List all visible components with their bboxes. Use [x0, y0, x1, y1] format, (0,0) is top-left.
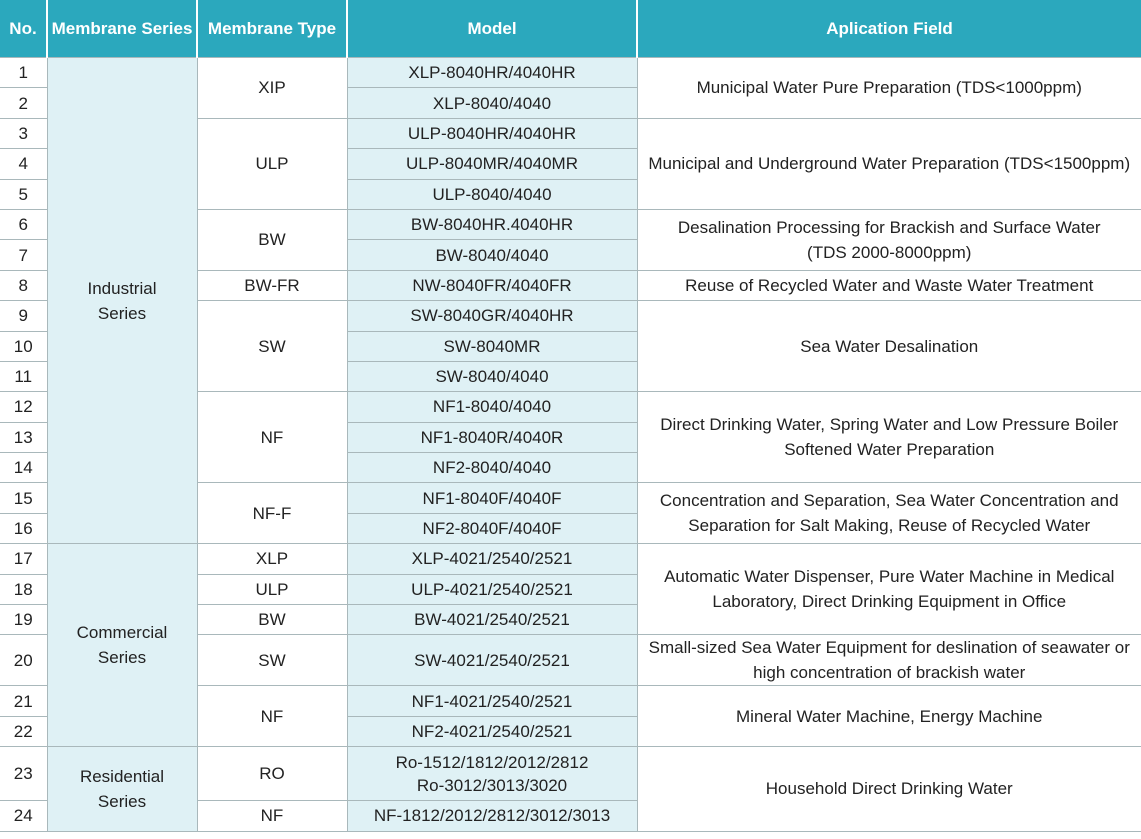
model-name: NF-1812/2012/2812/3012/3013 [373, 806, 611, 826]
table-row [0, 747, 1141, 801]
application-cell [637, 483, 1141, 544]
membrane-type: RO [259, 764, 285, 784]
model-name: XLP-8040/4040 [432, 93, 552, 113]
series-cell [47, 544, 197, 747]
model-name: SW-4021/2540/2521 [414, 650, 570, 670]
application-text: Softened Water Preparation [784, 440, 995, 460]
header-type [197, 0, 347, 58]
application-cell [637, 635, 1141, 686]
row-number: 3 [0, 118, 47, 148]
application-text: Municipal and Underground Water Preparation (TDS<1500ppm) [648, 154, 1131, 174]
type-cell [197, 58, 347, 119]
model-name: BW-8040/4040 [435, 245, 549, 265]
membrane-type: BW-FR [244, 275, 300, 295]
model-cell [347, 392, 637, 422]
type-cell [197, 483, 347, 544]
header-type-line: Membrane [207, 18, 293, 38]
row-number: 17 [0, 544, 47, 574]
application-text: Separation for Salt Making, Reuse of Recycled Water [688, 516, 1091, 536]
model-cell [347, 544, 637, 574]
type-cell [197, 392, 347, 483]
membrane-type: NF-F [252, 503, 292, 523]
model-name: Ro-3012/3013/3020 [416, 775, 568, 795]
row-number: 5 [0, 179, 47, 209]
model-cell [347, 716, 637, 746]
model-cell [347, 331, 637, 361]
model-cell [347, 209, 637, 239]
application-cell [637, 686, 1141, 747]
model-cell [347, 605, 637, 635]
model-name: XLP-8040HR/4040HR [408, 63, 576, 83]
type-cell [197, 544, 347, 574]
row-number: 12 [0, 392, 47, 422]
header-series-line: Membrane [51, 18, 137, 38]
table-body [0, 58, 1141, 832]
header-model: Model [347, 0, 637, 58]
application-text: (TDS 2000-8000ppm) [807, 242, 972, 262]
model-cell [347, 361, 637, 391]
series-name: Residential [79, 766, 165, 786]
application-cell [637, 301, 1141, 392]
model-cell [347, 453, 637, 483]
model-cell [347, 118, 637, 148]
model-cell [347, 58, 637, 88]
model-name: ULP-8040/4040 [432, 184, 552, 204]
application-cell [637, 270, 1141, 300]
series-cell [47, 747, 197, 831]
series-name: Industrial [87, 278, 157, 298]
row-number: 14 [0, 453, 47, 483]
row-number: 11 [0, 361, 47, 391]
series-name: Series [97, 791, 147, 811]
model-cell [347, 801, 637, 831]
model-name: SW-8040/4040 [435, 367, 549, 387]
series-name: Commercial [76, 623, 168, 643]
model-name: NF1-4021/2540/2521 [411, 691, 573, 711]
membrane-type: SW [258, 336, 286, 356]
header-application: Aplication Field [637, 0, 1141, 58]
model-name: Ro-1512/1812/2012/2812 [395, 752, 589, 772]
model-cell [347, 179, 637, 209]
model-name: NF2-8040F/4040F [422, 519, 562, 539]
row-number: 2 [0, 88, 47, 118]
model-name: BW-8040HR.4040HR [410, 215, 574, 235]
model-cell [347, 270, 637, 300]
type-cell [197, 270, 347, 300]
application-text: Direct Drinking Water, Spring Water and Low Pressure Boiler [660, 415, 1119, 435]
row-number: 19 [0, 605, 47, 635]
application-cell [637, 392, 1141, 483]
model-cell [347, 513, 637, 543]
application-text: Small-sized Sea Water Equipment for deslination of seawater or [648, 638, 1130, 658]
model-cell [347, 88, 637, 118]
model-name: NF2-4021/2540/2521 [411, 722, 573, 741]
type-cell [197, 747, 347, 801]
model-name: SW-8040MR [443, 336, 541, 356]
model-name: NF1-8040/4040 [432, 397, 552, 417]
table-row [0, 544, 1141, 574]
model-name: ULP-8040HR/4040HR [407, 123, 577, 143]
type-cell [197, 605, 347, 635]
type-cell [197, 686, 347, 747]
application-cell [637, 747, 1141, 831]
application-text: Mineral Water Machine, Energy Machine [736, 706, 1043, 726]
row-number: 20 [0, 635, 47, 686]
model-name: NF1-8040F/4040F [422, 488, 562, 508]
application-cell [637, 58, 1141, 119]
model-cell [347, 483, 637, 513]
type-cell [197, 301, 347, 392]
header-series [47, 0, 197, 58]
type-cell [197, 209, 347, 270]
model-name: BW-4021/2540/2521 [414, 610, 570, 630]
application-text: Laboratory, Direct Drinking Equipment in Office [712, 592, 1067, 612]
application-text: Automatic Water Dispenser, Pure Water Machine in Medical [664, 567, 1115, 587]
membrane-type: NF [260, 427, 284, 447]
header-type-line: Type [297, 18, 337, 38]
model-cell [347, 240, 637, 270]
series-name: Series [97, 303, 147, 323]
application-cell [637, 544, 1141, 635]
application-text: Concentration and Separation, Sea Water Concentration and [659, 491, 1119, 511]
row-number: 23 [0, 747, 47, 801]
header-series-line: Series [141, 18, 193, 38]
type-cell [197, 574, 347, 604]
header-row [0, 0, 1141, 58]
model-name: NF2-8040/4040 [432, 458, 552, 478]
row-number: 4 [0, 149, 47, 179]
application-text: Reuse of Recycled Water and Waste Water Treatment [685, 275, 1094, 295]
model-cell [347, 149, 637, 179]
row-number: 15 [0, 483, 47, 513]
row-number: 9 [0, 301, 47, 331]
membrane-type: NF [260, 806, 284, 826]
model-cell [347, 301, 637, 331]
type-cell [197, 801, 347, 831]
series-name: Series [97, 648, 147, 668]
header-no: No. [0, 0, 47, 58]
membrane-type: ULP [255, 154, 289, 174]
application-text: high concentration of brackish water [753, 663, 1026, 683]
row-number: 21 [0, 686, 47, 716]
membrane-type: BW [258, 610, 286, 630]
model-cell [347, 635, 637, 686]
model-name: NW-8040FR/4040FR [412, 275, 572, 295]
row-number: 13 [0, 422, 47, 452]
model-name: ULP-8040MR/4040MR [406, 154, 578, 174]
row-number: 16 [0, 513, 47, 543]
row-number: 8 [0, 270, 47, 300]
application-text: Sea Water Desalination [800, 336, 979, 356]
row-number: 1 [0, 58, 47, 88]
model-cell [347, 686, 637, 716]
type-cell [197, 635, 347, 686]
application-text: Desalination Processing for Brackish and Surface Water [677, 217, 1101, 237]
row-number: 22 [0, 716, 47, 746]
model-cell [347, 574, 637, 604]
membrane-type: NF [260, 706, 284, 726]
model-name: XLP-4021/2540/2521 [411, 549, 573, 569]
membrane-type: ULP [255, 579, 289, 599]
application-cell [637, 118, 1141, 209]
model-name: SW-8040GR/4040HR [410, 306, 574, 326]
row-number: 24 [0, 801, 47, 831]
type-cell [197, 118, 347, 209]
membrane-type: XLP [255, 549, 289, 569]
application-text: Municipal Water Pure Preparation (TDS<1000ppm) [696, 78, 1082, 98]
row-number: 7 [0, 240, 47, 270]
row-number: 10 [0, 331, 47, 361]
application-text: Household Direct Drinking Water [765, 779, 1013, 799]
model-cell [347, 422, 637, 452]
membrane-type: BW [258, 230, 286, 250]
membrane-type: SW [258, 650, 286, 670]
application-cell [637, 209, 1141, 270]
row-number: 18 [0, 574, 47, 604]
membrane-type: XIP [258, 78, 286, 98]
model-name: NF1-8040R/4040R [420, 427, 564, 447]
series-cell [47, 58, 197, 544]
table-row [0, 58, 1141, 88]
model-name: ULP-4021/2540/2521 [411, 579, 573, 599]
row-number: 6 [0, 209, 47, 239]
model-cell [347, 747, 637, 801]
